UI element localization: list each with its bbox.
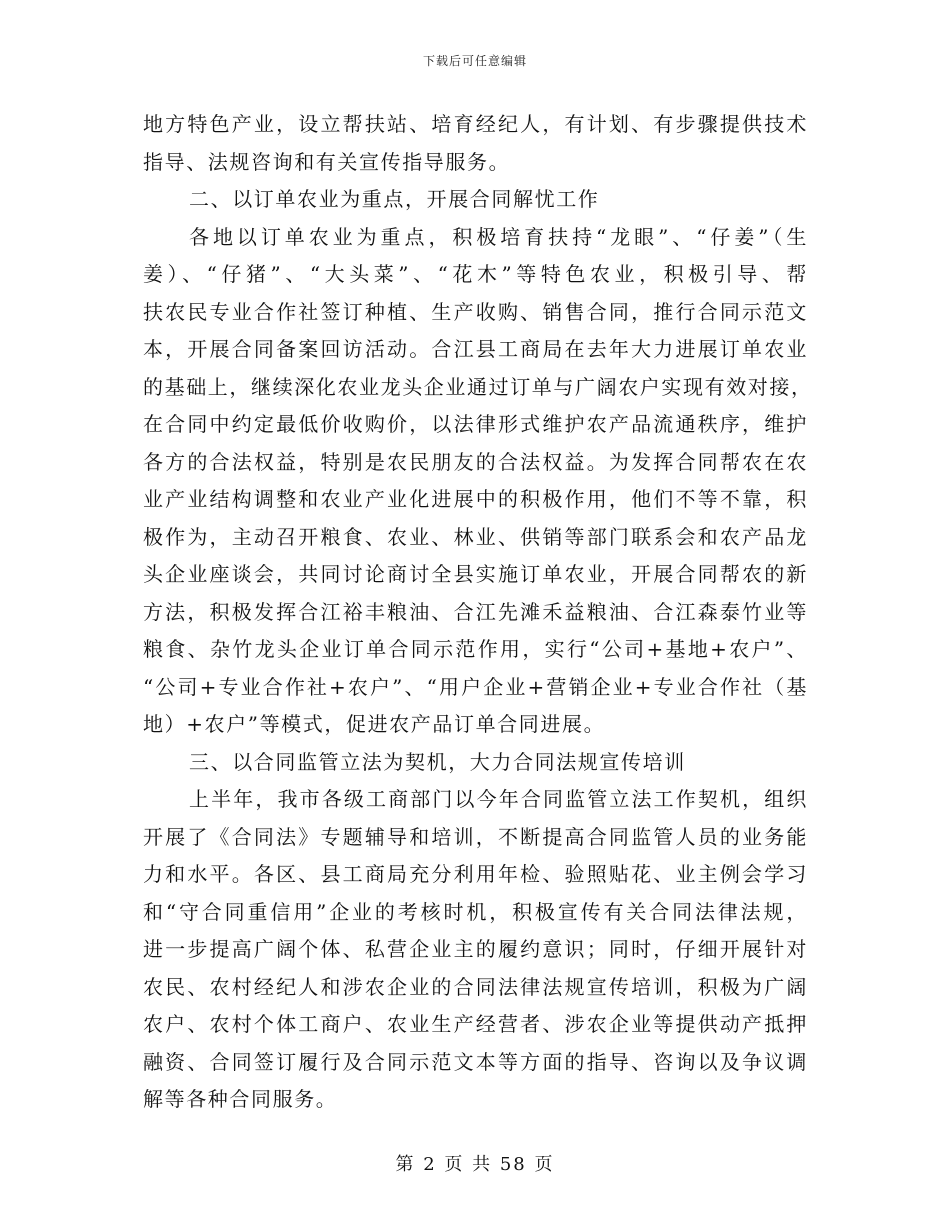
paragraph-line: 粮食、杂竹龙头企业订单合同示范作用，实行“公司+基地+农户”、 (143, 637, 808, 661)
paragraph-line: 农民、农村经纪人和涉农企业的合同法律法规宣传培训，积极为广阔 (143, 974, 808, 999)
document-body (143, 106, 813, 1119)
page-header: 下载后可任意编辑 (422, 54, 527, 68)
paragraph-line: 姜）、“仔猪”、“大头菜”、“花木”等特色农业，积极引导、帮 (143, 262, 808, 286)
paragraph-line: 力和水平。各区、县工商局充分利用年检、验照贴花、业主例会学习 (143, 862, 808, 886)
paragraph-line: 地方特色产业，设立帮扶站、培育经纪人，有计划、有步骤提供技术 (143, 112, 808, 136)
paragraph-line: “公司+专业合作社+农户”、“用户企业+营销企业+专业合作社（基 (143, 674, 808, 699)
paragraph-line: 的基础上，继续深化农业龙头企业通过订单与广阔农户实现有效对接， (143, 374, 813, 399)
page-footer: 第 2 页 共 58 页 (395, 1154, 555, 1175)
paragraph-line: 各地以订单农业为重点，积极培育扶持“龙眼”、“仔姜”（生 (189, 224, 808, 249)
paragraph-line: 指导、法规咨询和有关宣传指导服务。 (143, 149, 511, 174)
paragraph-line: 开展了《合同法》专题辅导和培训，不断提高合同监管人员的业务能 (143, 824, 808, 849)
section-heading: 三、以合同监管立法为契机，大力合同法规宣传培训 (189, 749, 686, 774)
paragraph-line: 扶农民专业合作社签订种植、生产收购、销售合同，推行合同示范文 (143, 299, 808, 324)
paragraph-line: 业产业结构调整和农业产业化进展中的积极作用，他们不等不靠，积 (143, 487, 808, 511)
section-heading: 二、以订单农业为重点，开展合同解忧工作 (189, 187, 600, 211)
paragraph-line: 地）+农户”等模式，促进农产品订单合同进展。 (143, 712, 606, 736)
paragraph-line: 方法，积极发挥合江裕丰粮油、合江先滩禾益粮油、合江森泰竹业等 (143, 599, 808, 624)
paragraph-line: 上半年，我市各级工商部门以今年合同监管立法工作契机，组织 (189, 787, 808, 811)
paragraph-line: 各方的合法权益，特别是农民朋友的合法权益。为发挥合同帮农在农 (143, 449, 808, 474)
paragraph-line: 和“守合同重信用”企业的考核时机，积极宣传有关合同法律法规， (143, 899, 808, 924)
paragraph-line: 本，开展合同备案回访活动。合江县工商局在去年大力进展订单农业 (143, 337, 808, 361)
paragraph-line: 解等各种合同服务。 (143, 1087, 338, 1111)
paragraph-line: 头企业座谈会，共同讨论商讨全县实施订单农业，开展合同帮农的新 (143, 562, 808, 586)
paragraph-line: 农户、农村个体工商户、农业生产经营者、涉农企业等提供动产抵押 (143, 1012, 808, 1036)
paragraph-line: 在合同中约定最低价收购价，以法律形式维护农产品流通秩序，维护 (143, 412, 808, 436)
paragraph-line: 融资、合同签订履行及合同示范文本等方面的指导、咨询以及争议调 (143, 1049, 808, 1074)
paragraph-line: 极作为，主动召开粮食、农业、林业、供销等部门联系会和农产品龙 (143, 524, 808, 549)
paragraph-line: 进一步提高广阔个体、私营企业主的履约意识；同时，仔细开展针对 (143, 937, 808, 961)
